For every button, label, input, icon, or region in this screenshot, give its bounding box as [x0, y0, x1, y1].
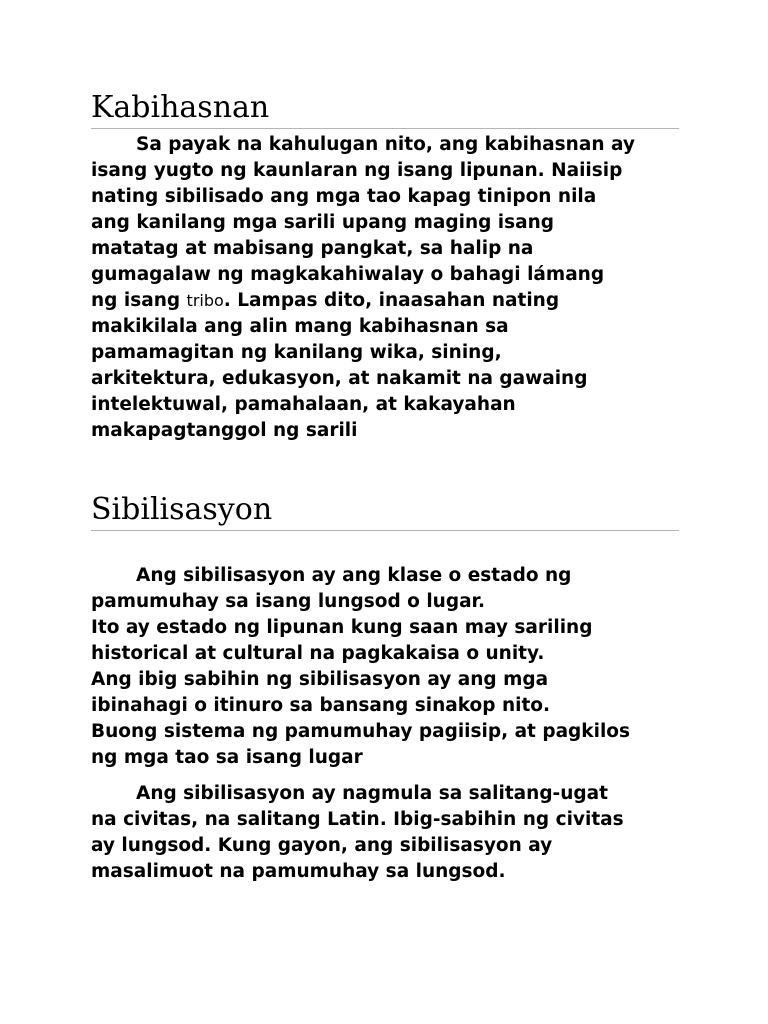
- paragraph-text: Ang sibilisasyon ay nagmula sa salitang-ugat na civitas, na salitang Latin. Ibig-sabihin ng civitas ay lungsod. Kung gayon, ang sibilisasyon ay masalimuot na pamumuhay sa lungsod.: [91, 783, 624, 882]
- paragraph-kabihasnan: [91, 132, 679, 444]
- paragraph-sibilisasyon-1: [91, 563, 679, 771]
- paragraph-text-before: Sa payak na kahulugan nito, ang kabihasnan ay isang yugto ng kaunlaran ng isang lipunan. Naiisip nating sibilisado ang mga tao kapag tinipon nila ang kanilang mga sarili upang maging isang matatag at mabisang pangkat, sa halip na gumagalaw ng magkakahiwalay o bahagi lámang ng isang: [91, 134, 635, 311]
- paragraph-word-tribo: tribo: [186, 291, 224, 310]
- section-sibilisasyon: [91, 492, 679, 885]
- paragraph-sibilisasyon-2: [91, 781, 679, 885]
- section-kabihasnan: [91, 90, 679, 444]
- paragraph-text-after: . Lampas dito, inaasahan nating makikilala ang alin mang kabihasnan sa pamamagitan ng kanilang wika, sining, arkitektura, edukasyon, at nakamit na gawaing intelektuwal, pamahalaan, at kakayahan makapagtanggol ng sarili: [91, 290, 588, 441]
- document-page: [91, 90, 679, 885]
- section-title-kabihasnan: Kabihasnan: [91, 90, 679, 129]
- section-title-sibilisasyon: Sibilisasyon: [91, 492, 679, 531]
- paragraph-text: Ang sibilisasyon ay ang klase o estado ng pamumuhay sa isang lungsod o lugar. Ito ay estado ng lipunan kung saan may sariling historical at cultural na pagkakaisa o unity. Ang ibig sabihin ng sibilisasyon ay ang mga ibinahagi o itinuro sa bansang sinakop nito. Buong sistema ng pamumuhay pagiisip, at pagkilos ng mga tao sa isang lugar: [91, 565, 631, 768]
